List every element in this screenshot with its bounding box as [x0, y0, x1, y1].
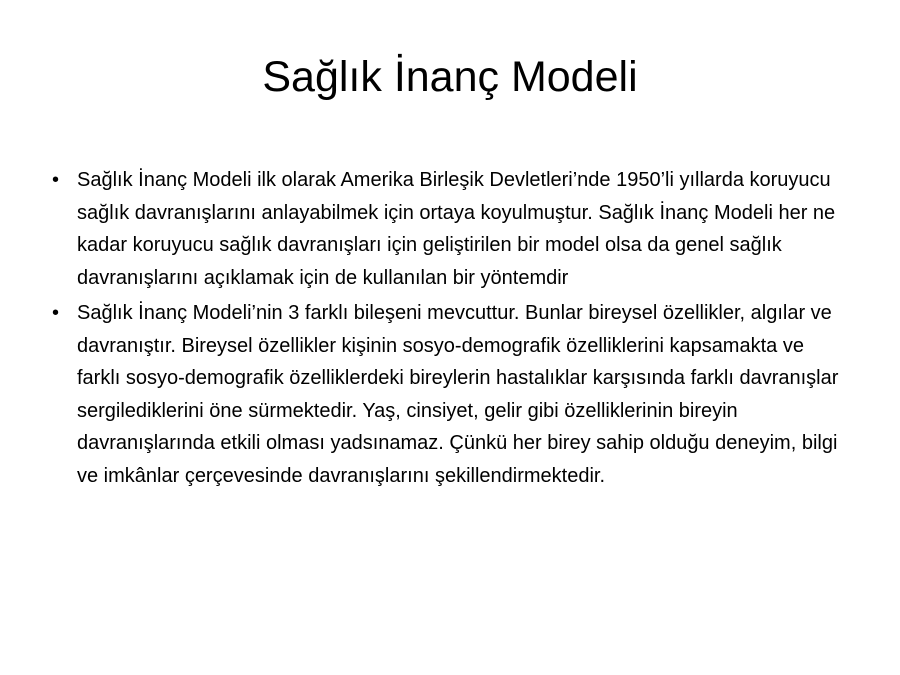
bullet-icon: • [52, 302, 60, 324]
bullet-text: Sağlık İnanç Modeli’nin 3 farklı bileşeni mevcuttur. Bunlar bireysel özellikler, algılar ve davranıştır. Bireysel özellikler kişinin sosyo-demografik özelliklerini kapsamakta ve farklı sosyo-demografik özelliklerdeki bireylerin hastalıklar karşısında farklı davranışlar sergilediklerini öne sürmektedir. Yaş, cinsiyet, gelir gibi özelliklerinin bireyin davranışlarında etkili olması yadsınamaz. Çünkü her birey sahip olduğu deneyim, bilgi ve imkânlar çerçevesinde davranışlarını şekillendirmektedir. [77, 302, 839, 487]
bullet-item [52, 164, 842, 294]
bullet-text: Sağlık İnanç Modeli ilk olarak Amerika Birleşik Devletleri’nde 1950’li yıllarda koruyucu sağlık davranışlarını anlayabilmek için ortaya koyulmuştur. Sağlık İnanç Modeli her ne kadar koruyucu sağlık davranışları için geliştirilen bir model olsa da genel sağlık davranışlarını açıklamak için de kullanılan bir yöntemdir [77, 169, 836, 289]
bullet-icon: • [52, 169, 60, 191]
slide-title: Sağlık İnanç Modeli [262, 53, 638, 101]
bullet-list [52, 164, 842, 495]
bullet-item [52, 297, 842, 492]
